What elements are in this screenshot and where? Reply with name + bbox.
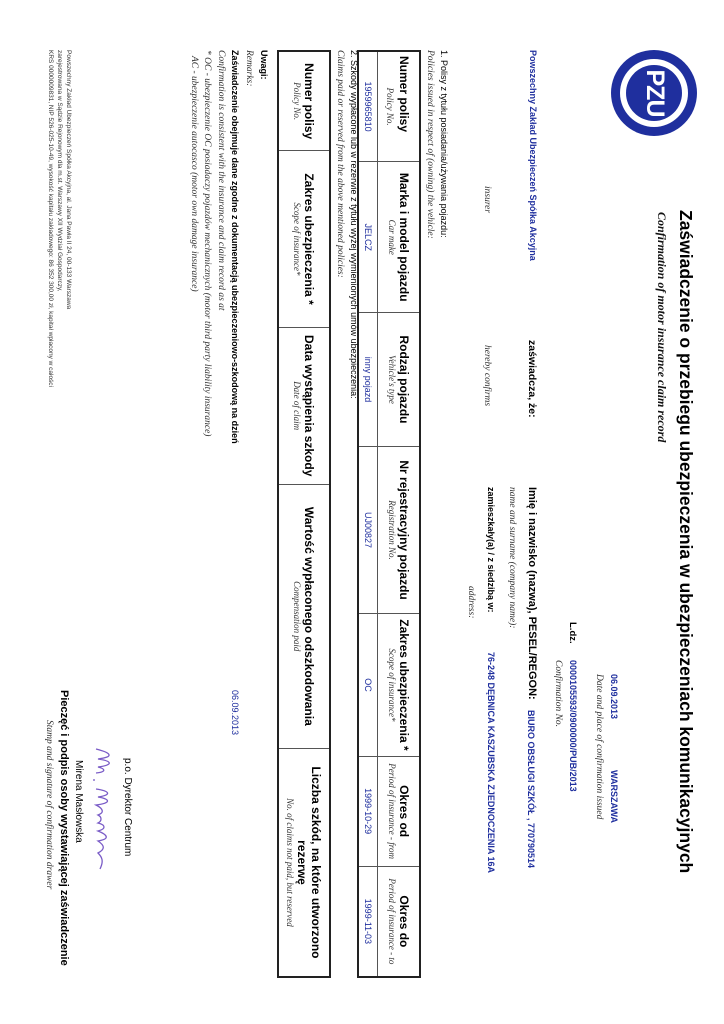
- remarks-label-en: Remarks:: [244, 50, 254, 87]
- address-value: 76-248 DĘBNICA KASZUBSKA ZJEDNOCZENIA 16A: [486, 652, 496, 874]
- col-header-policy-no: Numer polisy Policy No.: [378, 51, 420, 162]
- section1-heading: 1. Polisy z tytułu posiadania/używania pojazdu:: [439, 50, 449, 238]
- insurer-label-en: insurer: [482, 186, 492, 214]
- address-label-en: address:: [466, 586, 476, 619]
- cell-scope: OC: [358, 614, 378, 756]
- col-header-reserved-claims: Liczba szkód, na które utworzono rezerwę No. of claims not paid, but reserved: [278, 748, 330, 977]
- cell-policy-no: 1959965810: [358, 51, 378, 162]
- col-header-policy-no: Numer polisy Policy No.: [278, 51, 330, 151]
- statement-date: 06.09.2013: [230, 690, 240, 736]
- footer-line-1: Powszechny Zakład Ubezpieczeń Spółka Akcyjna, al. Jana Pawła II 24, 00-133 Warszawa: [65, 50, 72, 310]
- col-header-period-from: Okres od Period of insurance - from: [378, 756, 420, 866]
- statement-text: Zaświadczenie obejmuje dane zgodne z dokumentacją ubezpieczeniowo-szkodową na dzień: [230, 50, 240, 444]
- confirmation-label: L.dz.: [567, 622, 578, 644]
- cell-registration: UJ00827: [358, 446, 378, 614]
- pzu-logo-text: PZU: [641, 69, 669, 117]
- holder-label: Imię i nazwisko (nazwa), PESEL/REGON:: [526, 487, 538, 700]
- issue-date-label-en: Date and place of confirmation issued: [594, 674, 604, 820]
- remarks-label: Uwagi:: [259, 50, 269, 80]
- claims-table: [277, 50, 331, 978]
- signatory-name: Mirena Masłowska: [73, 760, 84, 843]
- col-header-car-make: Marka i model pojazdu Car make: [378, 162, 420, 313]
- table-row: [358, 51, 378, 977]
- section2-heading-en: Claims paid or reserved from the above mentioned policies:: [335, 50, 345, 278]
- note-oc: * OC - ubezpieczenie OC posiadaczy pojazdów mechanicznych (motor third party liability insurance): [202, 50, 212, 437]
- col-header-registration: Nr rejestracyjny pojazdu Registration No.: [378, 446, 420, 614]
- signatory-role: p.o. Dyrektor Centrum: [122, 758, 133, 857]
- col-header-compensation: Wartość wypłaconego odszkodowania Compensation paid: [278, 484, 330, 748]
- insurer-name: Powszechny Zakład Ubezpieczeń Spółka Akcyjna: [528, 50, 538, 261]
- stamp-label: Pieczęć i podpis osoby wystawiającej zaświadczenie: [58, 690, 70, 966]
- signature-drawing: [86, 745, 120, 875]
- issue-place: WARSZAWA: [609, 770, 619, 823]
- policies-table-header: [378, 51, 420, 977]
- col-header-scope: Zakres ubezpieczenia * Scope of insurance*: [378, 614, 420, 756]
- certifies-label-en: hereby confirms: [482, 345, 492, 407]
- col-header-vehicle-type: Rodzaj pojazdu Vehicle's type: [378, 313, 420, 446]
- col-header-claim-date: Data wystąpienia szkody Date of claim: [278, 327, 330, 484]
- note-ac: AC - ubezpieczenie autocasco (motor own damage insurance): [189, 56, 199, 292]
- claims-table-header: [278, 51, 330, 977]
- footer-line-3: KRS 0000009831, NIP 526-025-10-49, wysokość kapitału zakładowego: 86 352 300,00 zł, kapitał wpłacony w całości: [47, 50, 54, 388]
- holder-label-en: name and surname (company name):: [507, 487, 517, 629]
- handwritten-signature: [86, 745, 120, 875]
- section1-heading-en: Policies issued in respect of (owning) the vehicle:: [425, 50, 435, 239]
- section2-heading: 2. Szkody wypłacone lub w rezerwie z tytułu wyżej wymienionych umów ubezpieczenia:: [349, 50, 359, 399]
- col-header-scope: Zakres ubezpieczenia * Scope of insurance*: [278, 151, 330, 327]
- confirmation-label-en: Confirmation No.: [553, 660, 563, 728]
- footer-line-2: zarejestrowana w Sądzie Rejonowym dla m.st. Warszawy XII Wydział Gospodarczy,: [56, 50, 63, 292]
- document-subtitle: Confirmation of motor insurance claim record: [655, 212, 669, 443]
- cell-vehicle-type: inny pojazd: [358, 313, 378, 446]
- certifies-label: zaświadcza, że:: [526, 340, 538, 418]
- cell-car-make: JELCZ: [358, 162, 378, 313]
- pzu-logo: [611, 50, 697, 136]
- cell-period-from: 1999-10-29: [358, 756, 378, 866]
- holder-value: BIURO OBSŁUGI SZKÓŁ , 770790514: [526, 710, 536, 869]
- confirmation-number: 0000105593/0900000/PUB/2013: [568, 660, 578, 792]
- cell-period-to: 1999-11-03: [358, 866, 378, 977]
- col-header-period-to: Okres do Period of insurance - to: [378, 866, 420, 977]
- address-label: zamieszkały(a) / z siedzibą w:: [486, 487, 496, 613]
- document-title: Zaświadczenie o przebiegu ubezpieczenia w ubezpieczeniach komunikacyjnych: [676, 210, 696, 874]
- stamp-label-en: Stamp and signature of confirmation drawer: [44, 720, 54, 890]
- issue-date: 06.09.2013: [609, 674, 619, 720]
- statement-text-en: Confirmation is consistent with the insurance and claim record as at: [216, 50, 226, 311]
- policies-table: [357, 50, 421, 978]
